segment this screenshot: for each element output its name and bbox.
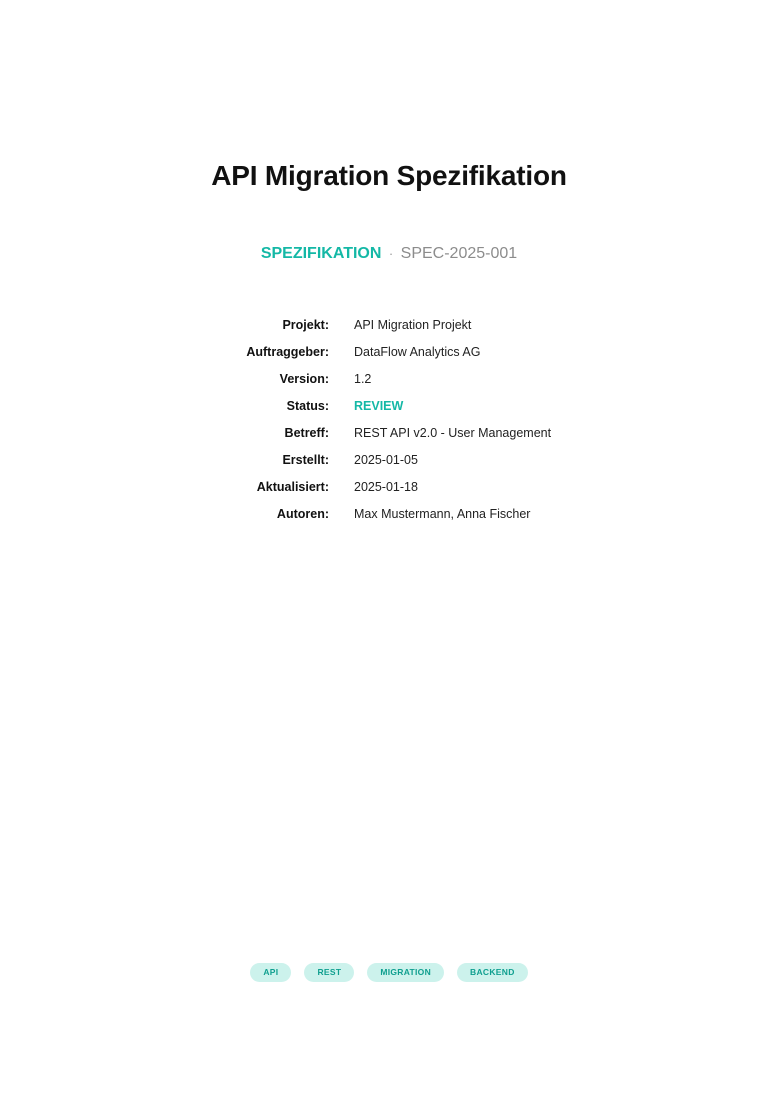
metadata-row-client — [230, 338, 551, 365]
metadata-value: 2025-01-05 — [354, 452, 418, 467]
status-badge: REVIEW — [354, 398, 404, 413]
metadata-row-created — [230, 446, 551, 473]
document-type-line — [0, 245, 778, 263]
tag: BACKEND — [457, 963, 528, 982]
metadata-row-updated — [230, 473, 551, 500]
metadata-label: Betreff: — [284, 425, 329, 440]
metadata-value: 1.2 — [354, 371, 372, 386]
metadata-label: Auftraggeber: — [246, 344, 329, 359]
metadata-value: 2025-01-18 — [354, 479, 418, 494]
metadata-label: Projekt: — [282, 317, 329, 332]
metadata-row-status — [230, 392, 551, 419]
metadata-label: Erstellt: — [282, 452, 329, 467]
document-type: SPEZIFIKATION — [260, 245, 382, 262]
tag-list — [0, 963, 778, 982]
metadata-table — [230, 311, 551, 527]
metadata-label: Version: — [279, 371, 329, 386]
metadata-value: API Migration Projekt — [354, 317, 472, 332]
document-title: API Migration Spezifikation — [211, 160, 567, 191]
metadata-label: Aktualisiert: — [256, 479, 329, 494]
metadata-value: Max Mustermann, Anna Fischer — [354, 506, 531, 521]
metadata-row-subject — [230, 419, 551, 446]
document-id: SPEC-2025-001 — [400, 245, 518, 262]
metadata-label: Autoren: — [276, 506, 329, 521]
metadata-value: DataFlow Analytics AG — [354, 344, 481, 359]
metadata-row-version — [230, 365, 551, 392]
metadata-value: REST API v2.0 - User Management — [354, 425, 552, 440]
tag: API — [250, 963, 291, 982]
metadata-label: Status: — [286, 398, 329, 413]
metadata-row-authors — [230, 500, 551, 527]
tag: REST — [304, 963, 354, 982]
separator: · — [388, 246, 394, 261]
tag: MIGRATION — [367, 963, 444, 982]
metadata-row-project — [230, 311, 551, 338]
